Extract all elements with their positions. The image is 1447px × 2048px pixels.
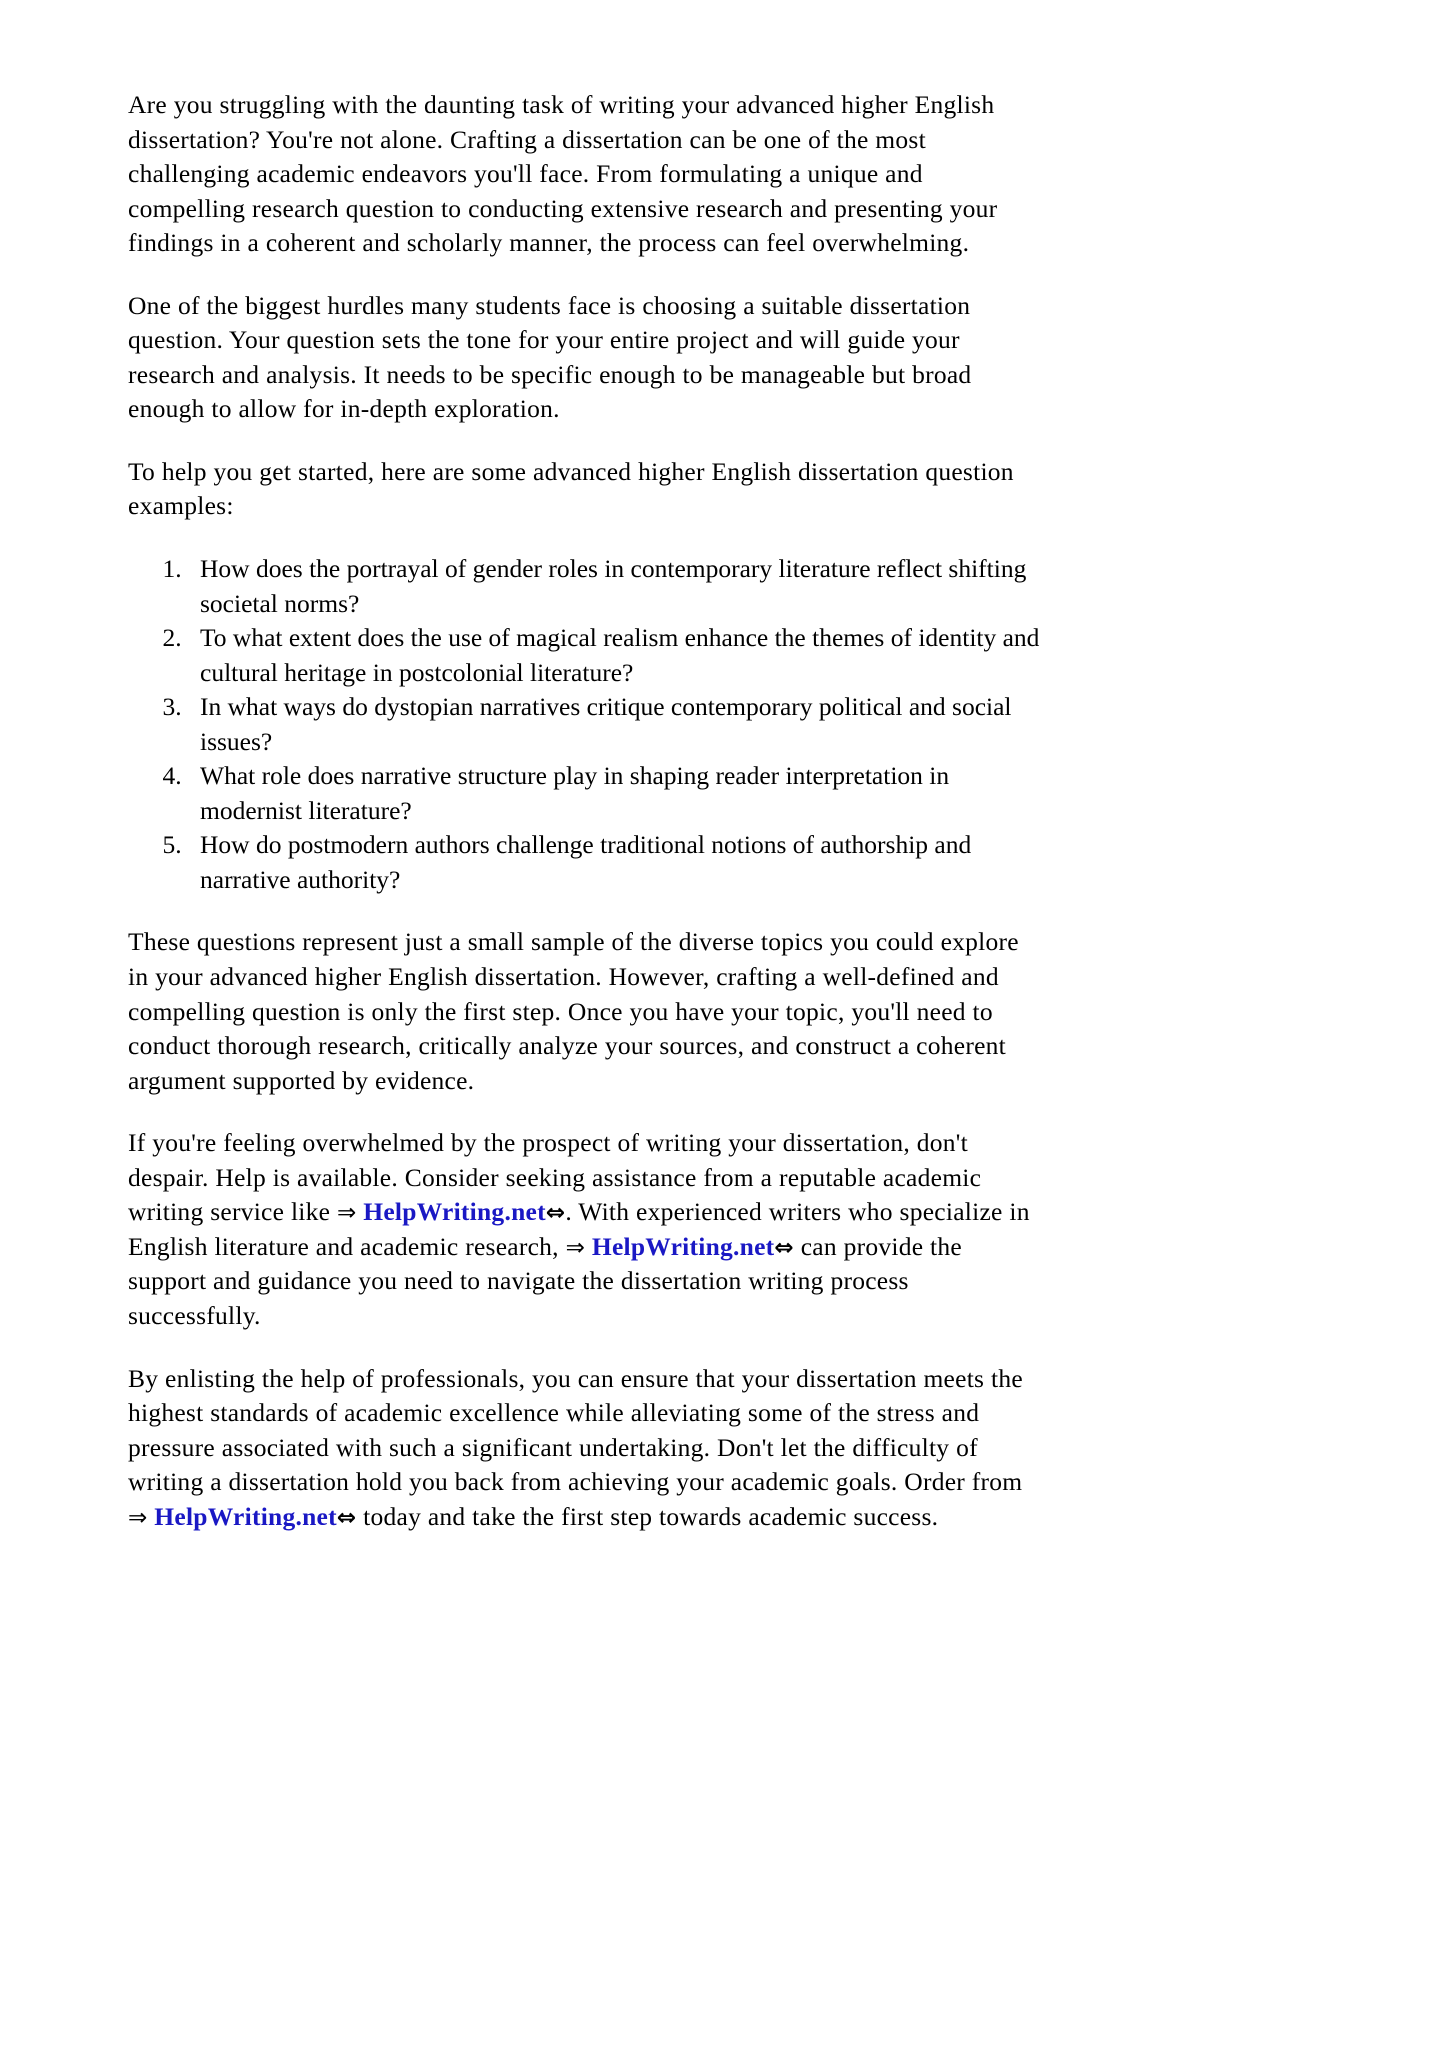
- double-right-arrow-icon: ⇒: [336, 1200, 357, 1227]
- help-text-lead: If you're feeling overwhelmed by the prospect of writing your dissertation, don't despair. Help is available. Consider seeking assistance from a reputable academic writing service like: [128, 1128, 982, 1227]
- double-right-arrow-icon: ⇒: [565, 1234, 586, 1261]
- list-item: 2. To what extent does the use of magical realism enhance the themes of identity and cultural heritage in postcolonial literature?: [188, 621, 1040, 690]
- left-right-arrow-icon: ⇔: [774, 1234, 794, 1261]
- left-right-arrow-icon: ⇔: [545, 1200, 566, 1227]
- help-text-middle: . With experienced writers who specialize in English literature and academic research,: [128, 1197, 1030, 1261]
- helpwriting-link-1[interactable]: HelpWriting.net: [363, 1197, 546, 1227]
- list-item: 5. How do postmodern authors challenge traditional notions of authorship and narrative authority?: [188, 828, 1040, 897]
- paragraph-hurdles: One of the biggest hurdles many students face is choosing a suitable dissertation question. Your question sets the tone for your entire project and will guide your research and analysis. It needs to be specific enough to be manageable but broad enough to allow for in-depth exploration.: [128, 290, 972, 424]
- paragraph-closing: [128, 1362, 1040, 1535]
- list-item: 4. What role does narrative structure play in shaping reader interpretation in modernist literature?: [188, 759, 1040, 828]
- helpwriting-link-2[interactable]: HelpWriting.net: [591, 1231, 775, 1261]
- list-item: 1. How does the portrayal of gender roles in contemporary literature reflect shifting societal norms?: [188, 552, 1040, 621]
- closing-text-lead: By enlisting the help of professionals, you can ensure that your dissertation meets the highest standards of academic excellence while alleviating some of the stress and pressure associated with such a significant undertaking. Don't let the difficulty of writing a dissertation hold you back from achieving your academic goals. Order from: [128, 1363, 1023, 1497]
- question-list: [128, 552, 1040, 897]
- paragraph-list-intro: To help you get started, here are some advanced higher English dissertation question examples:: [128, 456, 1014, 521]
- document-content: [128, 88, 1040, 1562]
- paragraph-help: [128, 1126, 1040, 1333]
- closing-text-tail: today and take the first step towards academic success.: [356, 1501, 939, 1531]
- paragraph-after-list: These questions represent just a small sample of the diverse topics you could explore in your advanced higher English dissertation. However, crafting a well-defined and compelling question is only the first step. Once you have your topic, you'll need to conduct thorough research, critically analyze your sources, and construct a coherent argument supported by evidence.: [128, 927, 1019, 1095]
- double-right-arrow-icon: ⇒: [128, 1504, 148, 1531]
- paragraph-intro: Are you struggling with the daunting task of writing your advanced higher English dissertation? You're not alone. Crafting a dissertation can be one of the most challenging academic endeavors you'll face. From formulating a unique and compelling research question to conducting extensive research and presenting your findings in a coherent and scholarly manner, the process can feel overwhelming.: [128, 90, 998, 258]
- helpwriting-link-3[interactable]: HelpWriting.net: [154, 1501, 337, 1531]
- left-right-arrow-icon: ⇔: [336, 1504, 357, 1531]
- list-item: 3. In what ways do dystopian narratives critique contemporary political and social issues?: [188, 690, 1040, 759]
- help-text-tail: can provide the support and guidance you need to navigate the dissertation writing process successfully.: [128, 1231, 962, 1330]
